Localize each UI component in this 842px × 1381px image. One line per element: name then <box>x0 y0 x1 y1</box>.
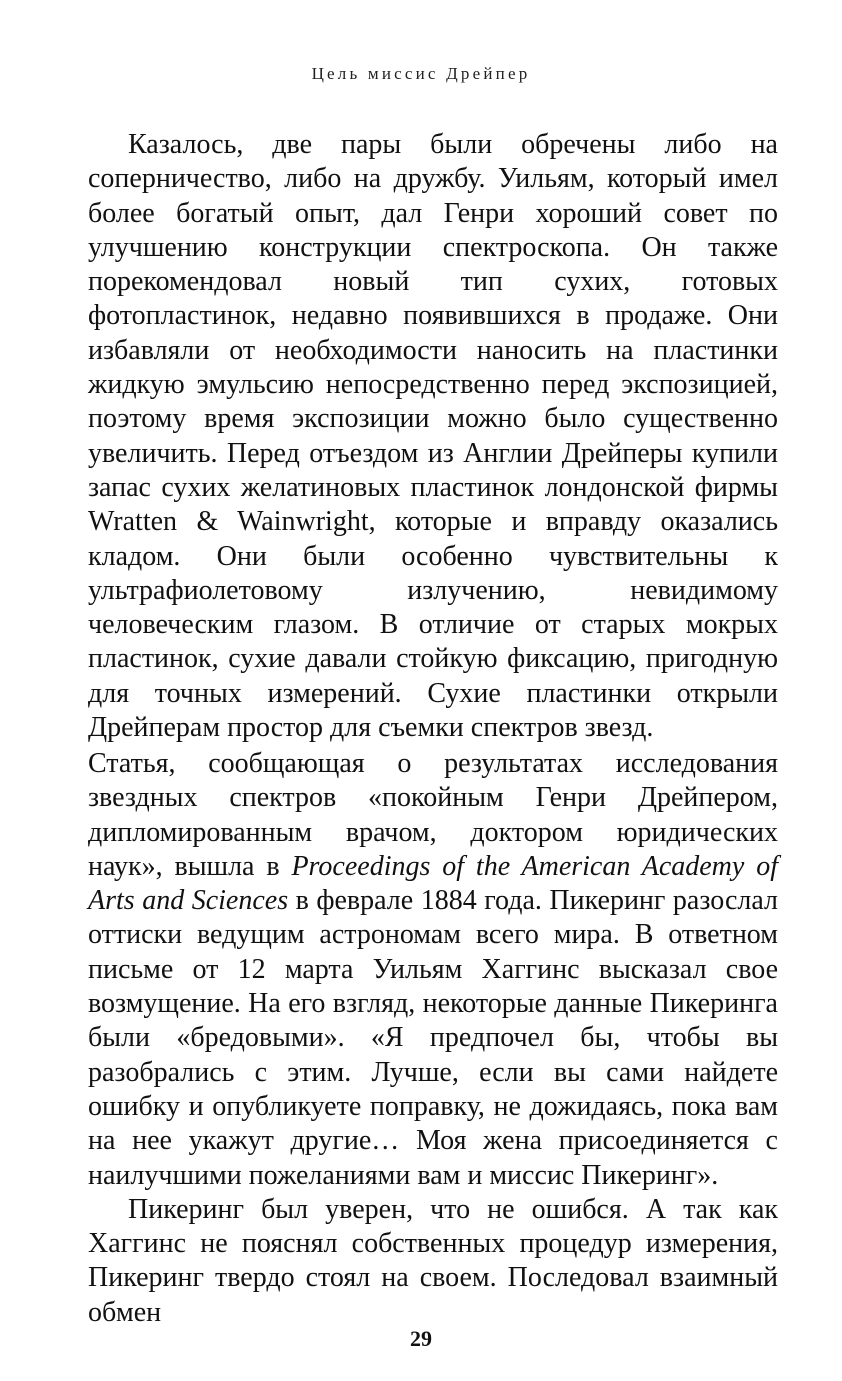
paragraph-2 <box>88 747 778 1193</box>
running-header: Цель миссис Дрейпер <box>311 64 531 83</box>
paragraph-2-text-end: в феврале 1884 года. Пикеринг разослал оттиски ведущим астрономам всего мира. В ответном письме от 12 марта Уильям Хаггинс высказал свое возмущение. На его взгляд, некоторые данные Пикеринга были «бредовыми». «Я предпочел бы, чтобы вы разобрались с этим. Лучше, если вы сами найдете ошибку и опубликуете поправку, не дожидаясь, пока вам на нее укажут другие… Моя жена присоединяется с наилучшими пожеланиями вам и миссис Пикеринг». <box>88 885 778 1191</box>
body-text-bottom <box>88 747 778 1330</box>
page-number: 29 <box>410 1326 432 1351</box>
paragraph-2-text-start: Статья, сообщающая о результатах исследования звездных спектров «покойным Генри Дрейпером, дипломированным врачом, доктором юридических наук», вышла в <box>88 748 778 882</box>
paragraph-3: Пикеринг был уверен, что не ошибся. А так как Хаггинс не пояснял собственных процедур измерения, Пикеринг твердо стоял на своем. Последовал взаимный обмен <box>88 1193 778 1328</box>
paragraph-1: Казалось, две пары были обречены либо на соперничество, либо на дружбу. Уильям, который имел более богатый опыт, дал Генри хороший совет по улучшению конструкции спектроскопа. Он также порекомендовал новый тип сухих, готовых фотопластинок, недавно появившихся в продаже. Они избавляли от необходимости наносить на пластинки жидкую эмульсию непосредственно перед экспозицией, поэтому время экспозиции можно было существенно увеличить. Перед отъездом из Англии Дрейперы купили запас сухих желатиновых пластинок лондонской фирмы Wratten & Wainwright, которые и вправду оказались кладом. Они были особенно чувствительны к ультрафиолетовому излучению, невидимому человеческим глазом. В отличие от старых мокрых пластинок, сухие давали стойкую фиксацию, пригодную для точных измерений. Сухие пластинки открыли Дрейперам простор для съемки спектров звезд. <box>88 129 778 744</box>
journal-title: Proceedings of the American Academy of Arts and Sciences <box>88 850 778 917</box>
body-text-top <box>88 128 778 745</box>
